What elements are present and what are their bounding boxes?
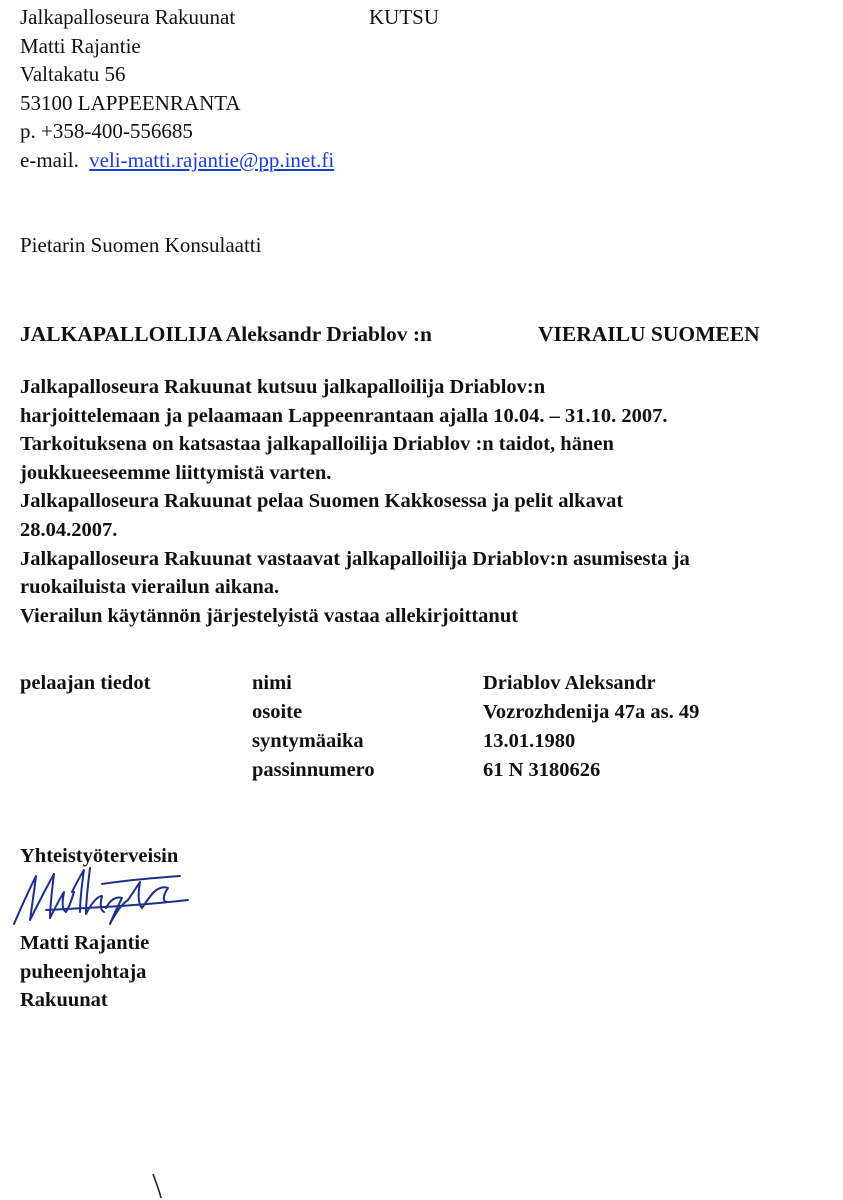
signature-image (6, 862, 196, 934)
player-info-label: osoite (252, 701, 303, 723)
scan-mark (150, 1172, 164, 1200)
closing-organization: Rakuunat (20, 989, 108, 1011)
email-label: e-mail. (20, 148, 79, 172)
sender-street: Valtakatu 56 (20, 62, 126, 86)
body-line: joukkueeseemme liittymistä varten. (20, 461, 332, 484)
email-link[interactable]: veli-matti.rajantie@pp.inet.fi (89, 148, 335, 172)
player-info-value: 13.01.1980 (483, 730, 576, 752)
subject-line-part2: VIERAILU SUOMEEN (538, 322, 760, 346)
player-info-heading: pelaajan tiedot (20, 672, 151, 694)
sender-organization: Jalkapalloseura Rakuunat (20, 5, 236, 29)
player-info-label: syntymäaika (252, 730, 364, 752)
letter-body (20, 373, 835, 630)
closing-title: puheenjohtaja (20, 961, 147, 983)
body-line: 28.04.2007. (20, 518, 118, 541)
sender-email-row (20, 146, 334, 175)
player-info-value: Vozrozhdenija 47a as. 49 (483, 701, 700, 723)
player-info-label: passinnumero (252, 759, 375, 781)
body-line: harjoittelemaan ja pelaamaan Lappeenrantaan ajalla 10.04. – 31.10. 2007. (20, 404, 668, 427)
player-info-label: nimi (252, 672, 292, 694)
player-info-value: Driablov Aleksandr (483, 672, 656, 694)
subject-line-part1: JALKAPALLOILIJA Aleksandr Driablov :n (20, 322, 432, 346)
player-info-value: 61 N 3180626 (483, 759, 601, 781)
body-line: Jalkapalloseura Rakuunat pelaa Suomen Kakkosessa ja pelit alkavat (20, 490, 624, 513)
sender-phone: p. +358-400-556685 (20, 119, 193, 143)
body-line: Vierailun käytännön järjestelyistä vastaa allekirjoittanut (20, 604, 519, 627)
closing-greeting: Yhteistyöterveisin (20, 845, 179, 867)
body-line: Tarkoituksena on katsastaa jalkapalloilija Driablov :n taidot, hänen (20, 433, 614, 456)
recipient: Pietarin Suomen Konsulaatti (20, 233, 262, 257)
body-line: Jalkapalloseura Rakuunat vastaavat jalkapalloilija Driablov:n asumisesta ja (20, 547, 690, 570)
sender-postal: 53100 LAPPEENRANTA (20, 91, 241, 115)
closing-name: Matti Rajantie (20, 932, 150, 954)
body-line: Jalkapalloseura Rakuunat kutsuu jalkapalloilija Driablov:n (20, 376, 546, 398)
body-line: ruokailuista vierailun aikana. (20, 576, 280, 599)
sender-name: Matti Rajantie (20, 34, 141, 58)
document-type: KUTSU (369, 5, 440, 29)
